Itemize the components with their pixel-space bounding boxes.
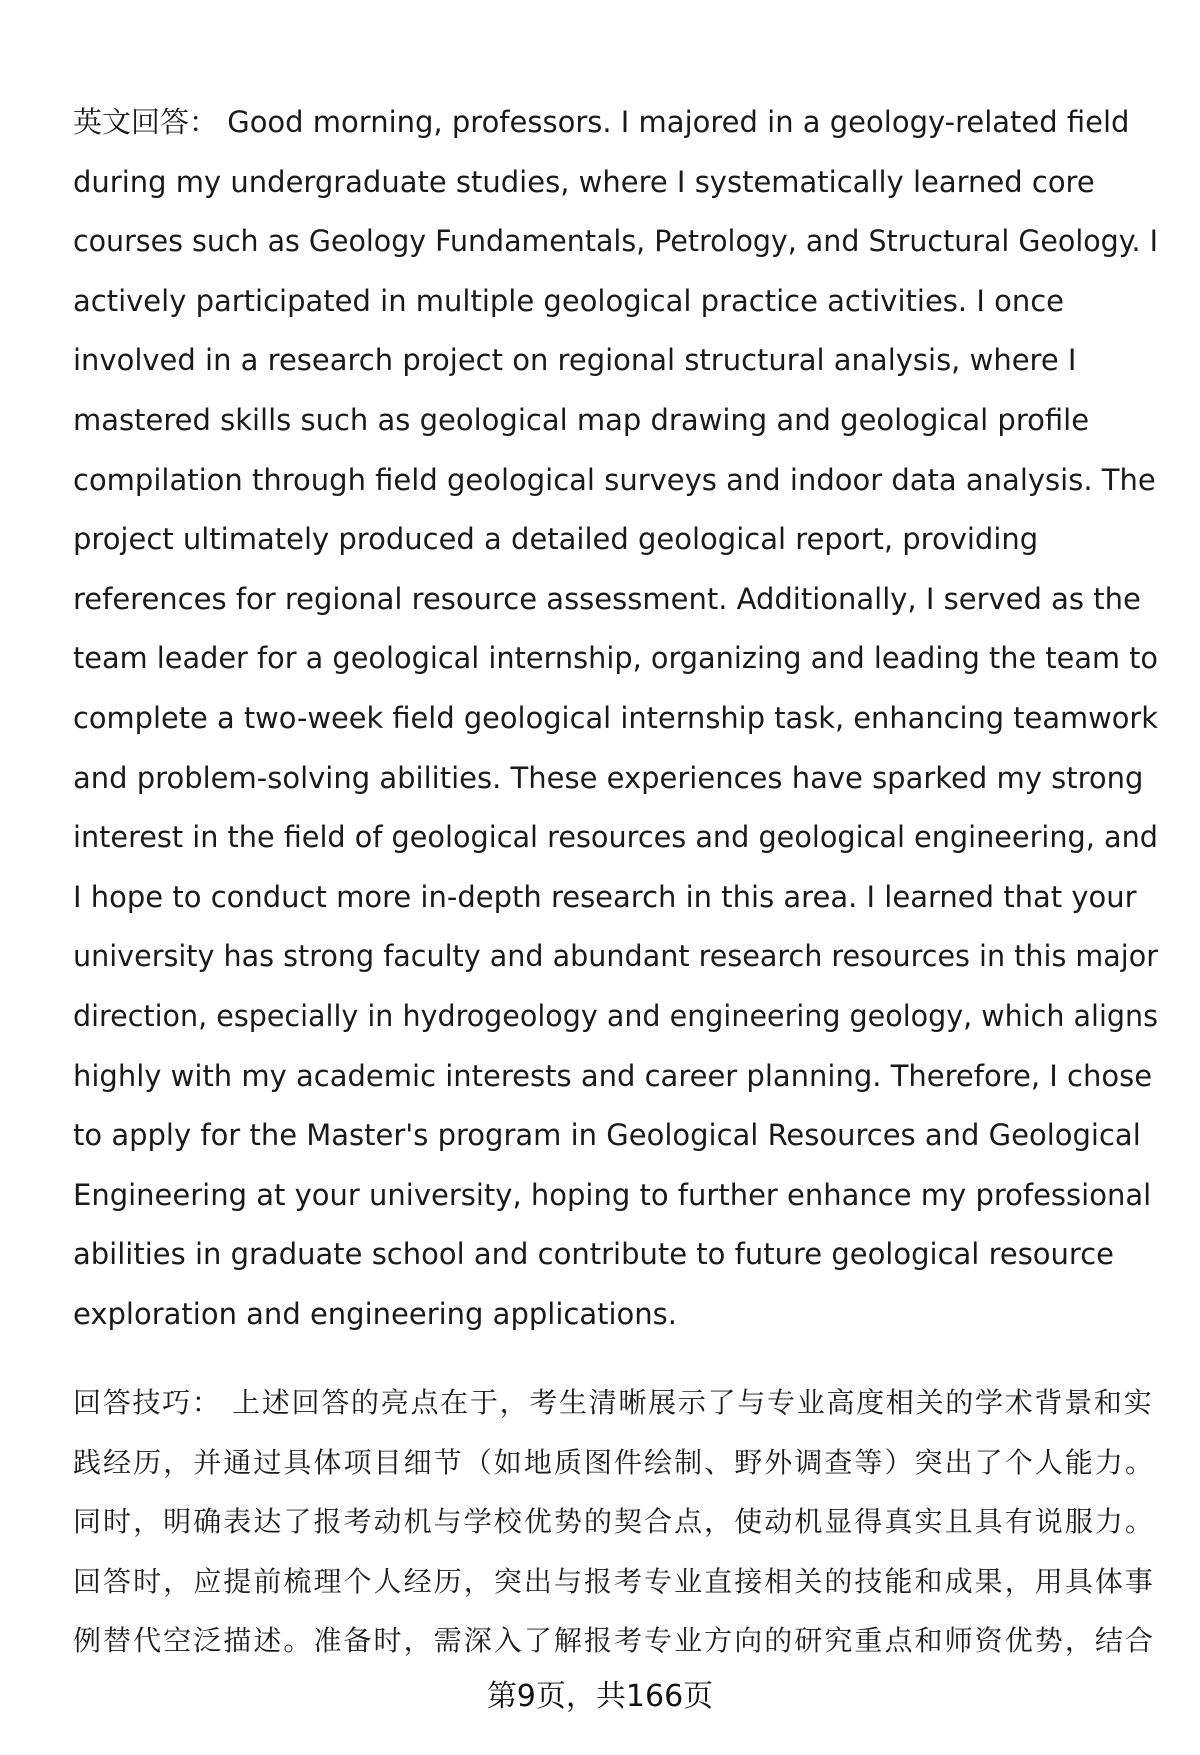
text-line: actively participated in multiple geological practice activities. I once [73, 283, 1065, 318]
text-line: highly with my academic interests and career planning. Therefore, I chose [73, 1058, 1153, 1093]
text-line: exploration and engineering applications. [73, 1297, 677, 1331]
text-line: references for regional resource assessment. Additionally, I served as the [73, 581, 1141, 616]
text-line: interest in the field of geological resources and geological engineering, and [73, 820, 1158, 855]
page-number: 第9页，共166页 [486, 1679, 714, 1714]
text-line: 回答技巧： 上述回答的亮点在于，考生清晰展示了与专业高度相关的学术背景和实 [73, 1386, 1154, 1419]
text-line: to apply for the Master's program in Geological Resources and Geological [73, 1118, 1141, 1153]
text-line: 例替代空泛描述。准备时，需深入了解报考专业方向的研究重点和师资优势，结合 [73, 1624, 1155, 1658]
text-line: abilities in graduate school and contribute to future geological resource [73, 1237, 1114, 1272]
text-line: compilation through field geological surveys and indoor data analysis. The [73, 462, 1156, 497]
text-line: university has strong faculty and abundant research resources in this major [73, 939, 1158, 974]
text-line: team leader for a geological internship, organizing and leading the team to [73, 641, 1158, 676]
text-line: complete a two-week field geological internship task, enhancing teamwork [73, 701, 1158, 735]
text-line: 回答时，应提前梳理个人经历，突出与报考专业直接相关的技能和成果，用具体事 [73, 1564, 1155, 1598]
text-line: 英文回答： Good morning, professors. I majored in a geology-related field [73, 105, 1130, 139]
text-line: project ultimately produced a detailed geological report, providing [73, 522, 1039, 557]
text-line: 践经历，并通过具体项目细节（如地质图件绘制、野外调查等）突出了个人能力。 [73, 1445, 1155, 1479]
text-line: Engineering at your university, hoping to further enhance my professional [73, 1177, 1152, 1212]
text-line: direction, especially in hydrogeology and engineering geology, which aligns [73, 999, 1158, 1033]
text-line: during my undergraduate studies, where I systematically learned core [73, 164, 1095, 199]
text-line: courses such as Geology Fundamentals, Petrology, and Structural Geology. I [73, 224, 1158, 259]
text-line: involved in a research project on regional structural analysis, where I [73, 343, 1077, 378]
text-line: and problem-solving abilities. These experiences have sparked my strong [73, 760, 1144, 795]
text-line: I hope to conduct more in-depth research in this area. I learned that your [73, 879, 1137, 914]
text-line: mastered skills such as geological map drawing and geological profile [73, 403, 1090, 437]
text-line: 同时，明确表达了报考动机与学校优势的契合点，使动机显得真实且具有说服力。 [73, 1505, 1155, 1539]
